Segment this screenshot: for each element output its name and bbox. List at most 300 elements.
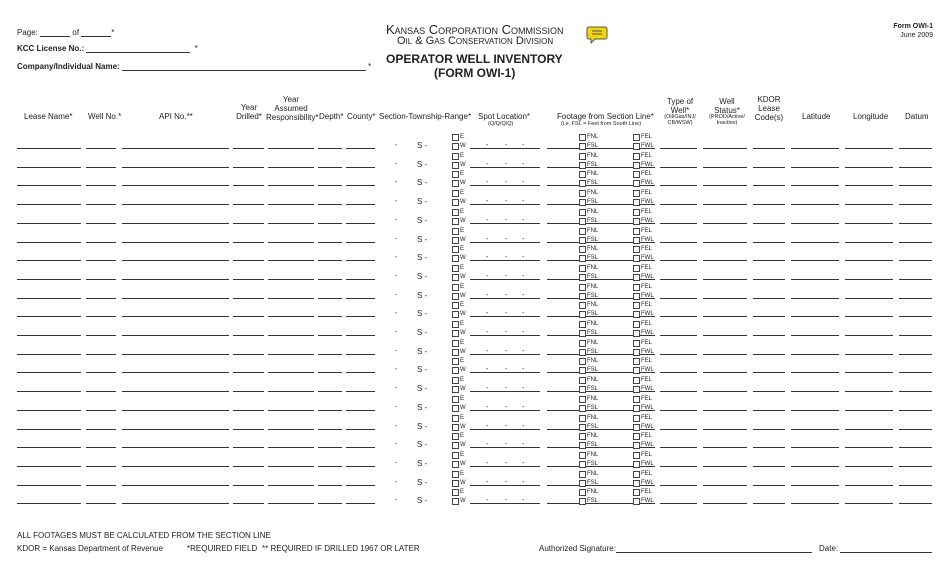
west-checkbox[interactable] [452, 330, 459, 337]
fel-checkbox[interactable] [633, 265, 640, 272]
row-field-line[interactable] [122, 391, 229, 392]
row-field-line[interactable] [17, 242, 81, 243]
row-field-line[interactable] [346, 447, 375, 448]
row-field-line[interactable] [845, 279, 893, 280]
row-field-line[interactable] [233, 204, 264, 205]
row-field-line[interactable] [346, 485, 375, 486]
fwl-checkbox[interactable] [633, 442, 640, 449]
row-field-line[interactable] [346, 391, 375, 392]
row-field-line[interactable] [753, 503, 785, 504]
row-field-line[interactable] [791, 503, 839, 504]
fwl-checkbox[interactable] [633, 330, 640, 337]
row-field-line[interactable] [233, 260, 264, 261]
fel-checkbox[interactable] [633, 321, 640, 328]
fwl-checkbox[interactable] [633, 237, 640, 244]
row-field-line[interactable] [791, 391, 839, 392]
row-field-line[interactable] [233, 466, 264, 467]
row-field-line[interactable] [660, 429, 697, 430]
row-field-line[interactable] [791, 298, 839, 299]
row-field-line[interactable] [845, 204, 893, 205]
row-field-line[interactable] [899, 485, 932, 486]
row-field-line[interactable] [753, 466, 785, 467]
east-checkbox[interactable] [452, 415, 459, 422]
row-field-line[interactable] [660, 354, 697, 355]
row-field-line[interactable] [268, 223, 314, 224]
east-checkbox[interactable] [452, 302, 459, 309]
row-field-line[interactable] [318, 260, 342, 261]
row-field-line[interactable] [17, 316, 81, 317]
row-field-line[interactable] [791, 335, 839, 336]
fsl-checkbox[interactable] [579, 405, 586, 412]
fnl-checkbox[interactable] [579, 415, 586, 422]
row-field-line[interactable] [703, 485, 747, 486]
west-checkbox[interactable] [452, 498, 459, 505]
fsl-checkbox[interactable] [579, 349, 586, 356]
fsl-checkbox[interactable] [579, 480, 586, 487]
row-field-line[interactable] [318, 372, 342, 373]
row-field-line[interactable] [318, 148, 342, 149]
row-field-line[interactable] [318, 298, 342, 299]
row-field-line[interactable] [753, 485, 785, 486]
row-field-line[interactable] [899, 223, 932, 224]
row-field-line[interactable] [17, 466, 81, 467]
row-field-line[interactable] [233, 316, 264, 317]
row-field-line[interactable] [86, 447, 116, 448]
row-field-line[interactable] [233, 223, 264, 224]
east-checkbox[interactable] [452, 228, 459, 235]
row-field-line[interactable] [122, 242, 229, 243]
row-field-line[interactable] [268, 260, 314, 261]
row-field-line[interactable] [845, 372, 893, 373]
row-field-line[interactable] [233, 485, 264, 486]
row-field-line[interactable] [899, 410, 932, 411]
fwl-checkbox[interactable] [633, 218, 640, 225]
fsl-checkbox[interactable] [579, 180, 586, 187]
row-field-line[interactable] [268, 204, 314, 205]
west-checkbox[interactable] [452, 180, 459, 187]
fsl-checkbox[interactable] [579, 199, 586, 206]
row-field-line[interactable] [703, 316, 747, 317]
fel-checkbox[interactable] [633, 340, 640, 347]
row-field-line[interactable] [233, 148, 264, 149]
fsl-checkbox[interactable] [579, 424, 586, 431]
fwl-checkbox[interactable] [633, 311, 640, 318]
row-field-line[interactable] [899, 185, 932, 186]
fsl-checkbox[interactable] [579, 330, 586, 337]
row-field-line[interactable] [660, 372, 697, 373]
fel-checkbox[interactable] [633, 433, 640, 440]
row-field-line[interactable] [17, 410, 81, 411]
row-field-line[interactable] [233, 447, 264, 448]
row-field-line[interactable] [660, 148, 697, 149]
east-checkbox[interactable] [452, 489, 459, 496]
row-field-line[interactable] [86, 429, 116, 430]
east-checkbox[interactable] [452, 134, 459, 141]
east-checkbox[interactable] [452, 377, 459, 384]
west-checkbox[interactable] [452, 461, 459, 468]
fsl-checkbox[interactable] [579, 255, 586, 262]
kcc-license-input[interactable] [86, 43, 190, 53]
row-field-line[interactable] [233, 391, 264, 392]
row-field-line[interactable] [122, 335, 229, 336]
west-checkbox[interactable] [452, 480, 459, 487]
fsl-checkbox[interactable] [579, 442, 586, 449]
row-field-line[interactable] [17, 185, 81, 186]
row-field-line[interactable] [660, 503, 697, 504]
fnl-checkbox[interactable] [579, 171, 586, 178]
fel-checkbox[interactable] [633, 396, 640, 403]
row-field-line[interactable] [233, 298, 264, 299]
row-field-line[interactable] [86, 260, 116, 261]
row-field-line[interactable] [268, 485, 314, 486]
row-field-line[interactable] [346, 242, 375, 243]
row-field-line[interactable] [346, 260, 375, 261]
fel-checkbox[interactable] [633, 415, 640, 422]
fsl-checkbox[interactable] [579, 143, 586, 150]
row-field-line[interactable] [122, 316, 229, 317]
fel-checkbox[interactable] [633, 228, 640, 235]
fwl-checkbox[interactable] [633, 274, 640, 281]
west-checkbox[interactable] [452, 199, 459, 206]
fel-checkbox[interactable] [633, 284, 640, 291]
fnl-checkbox[interactable] [579, 284, 586, 291]
row-field-line[interactable] [791, 223, 839, 224]
authorized-signature-input[interactable] [616, 552, 812, 553]
fel-checkbox[interactable] [633, 471, 640, 478]
fnl-checkbox[interactable] [579, 246, 586, 253]
row-field-line[interactable] [899, 503, 932, 504]
fsl-checkbox[interactable] [579, 274, 586, 281]
fnl-checkbox[interactable] [579, 433, 586, 440]
fwl-checkbox[interactable] [633, 480, 640, 487]
row-field-line[interactable] [660, 242, 697, 243]
row-field-line[interactable] [122, 372, 229, 373]
row-field-line[interactable] [845, 354, 893, 355]
row-field-line[interactable] [346, 279, 375, 280]
row-field-line[interactable] [318, 354, 342, 355]
row-field-line[interactable] [753, 242, 785, 243]
row-field-line[interactable] [791, 410, 839, 411]
row-field-line[interactable] [703, 260, 747, 261]
row-field-line[interactable] [17, 204, 81, 205]
row-field-line[interactable] [791, 185, 839, 186]
row-field-line[interactable] [86, 503, 116, 504]
row-field-line[interactable] [753, 185, 785, 186]
west-checkbox[interactable] [452, 218, 459, 225]
row-field-line[interactable] [86, 316, 116, 317]
row-field-line[interactable] [660, 298, 697, 299]
fel-checkbox[interactable] [633, 377, 640, 384]
row-field-line[interactable] [703, 335, 747, 336]
row-field-line[interactable] [346, 354, 375, 355]
fwl-checkbox[interactable] [633, 143, 640, 150]
row-field-line[interactable] [791, 485, 839, 486]
row-field-line[interactable] [86, 372, 116, 373]
west-checkbox[interactable] [452, 293, 459, 300]
row-field-line[interactable] [899, 242, 932, 243]
row-field-line[interactable] [17, 335, 81, 336]
row-field-line[interactable] [703, 429, 747, 430]
fsl-checkbox[interactable] [579, 293, 586, 300]
row-field-line[interactable] [703, 372, 747, 373]
fwl-checkbox[interactable] [633, 367, 640, 374]
row-field-line[interactable] [233, 335, 264, 336]
row-field-line[interactable] [346, 204, 375, 205]
row-field-line[interactable] [703, 223, 747, 224]
row-field-line[interactable] [703, 279, 747, 280]
row-field-line[interactable] [346, 223, 375, 224]
row-field-line[interactable] [86, 485, 116, 486]
row-field-line[interactable] [845, 447, 893, 448]
row-field-line[interactable] [86, 279, 116, 280]
east-checkbox[interactable] [452, 452, 459, 459]
row-field-line[interactable] [791, 242, 839, 243]
row-field-line[interactable] [268, 391, 314, 392]
fnl-checkbox[interactable] [579, 452, 586, 459]
row-field-line[interactable] [233, 429, 264, 430]
west-checkbox[interactable] [452, 255, 459, 262]
row-field-line[interactable] [268, 148, 314, 149]
row-field-line[interactable] [660, 335, 697, 336]
west-checkbox[interactable] [452, 274, 459, 281]
row-field-line[interactable] [899, 391, 932, 392]
row-field-line[interactable] [703, 466, 747, 467]
row-field-line[interactable] [703, 391, 747, 392]
row-field-line[interactable] [122, 298, 229, 299]
east-checkbox[interactable] [452, 471, 459, 478]
date-input[interactable] [840, 552, 932, 553]
row-field-line[interactable] [660, 485, 697, 486]
west-checkbox[interactable] [452, 237, 459, 244]
row-field-line[interactable] [86, 204, 116, 205]
row-field-line[interactable] [845, 410, 893, 411]
row-field-line[interactable] [703, 167, 747, 168]
row-field-line[interactable] [845, 485, 893, 486]
row-field-line[interactable] [703, 503, 747, 504]
row-field-line[interactable] [122, 167, 229, 168]
row-field-line[interactable] [17, 167, 81, 168]
fwl-checkbox[interactable] [633, 199, 640, 206]
east-checkbox[interactable] [452, 153, 459, 160]
fnl-checkbox[interactable] [579, 377, 586, 384]
row-field-line[interactable] [268, 503, 314, 504]
west-checkbox[interactable] [452, 162, 459, 169]
row-field-line[interactable] [753, 148, 785, 149]
row-field-line[interactable] [845, 148, 893, 149]
row-field-line[interactable] [122, 447, 229, 448]
row-field-line[interactable] [346, 466, 375, 467]
row-field-line[interactable] [753, 167, 785, 168]
row-field-line[interactable] [899, 372, 932, 373]
east-checkbox[interactable] [452, 190, 459, 197]
row-field-line[interactable] [268, 279, 314, 280]
row-field-line[interactable] [17, 279, 81, 280]
fsl-checkbox[interactable] [579, 498, 586, 505]
row-field-line[interactable] [703, 410, 747, 411]
row-field-line[interactable] [346, 316, 375, 317]
row-field-line[interactable] [268, 372, 314, 373]
row-field-line[interactable] [17, 485, 81, 486]
east-checkbox[interactable] [452, 358, 459, 365]
row-field-line[interactable] [703, 242, 747, 243]
fwl-checkbox[interactable] [633, 180, 640, 187]
row-field-line[interactable] [17, 429, 81, 430]
row-field-line[interactable] [346, 335, 375, 336]
row-field-line[interactable] [318, 485, 342, 486]
row-field-line[interactable] [791, 167, 839, 168]
fwl-checkbox[interactable] [633, 498, 640, 505]
row-field-line[interactable] [318, 503, 342, 504]
row-field-line[interactable] [17, 260, 81, 261]
fwl-checkbox[interactable] [633, 405, 640, 412]
row-field-line[interactable] [899, 204, 932, 205]
fnl-checkbox[interactable] [579, 340, 586, 347]
fel-checkbox[interactable] [633, 209, 640, 216]
row-field-line[interactable] [845, 185, 893, 186]
row-field-line[interactable] [318, 429, 342, 430]
row-field-line[interactable] [753, 447, 785, 448]
west-checkbox[interactable] [452, 143, 459, 150]
row-field-line[interactable] [233, 372, 264, 373]
row-field-line[interactable] [899, 354, 932, 355]
fsl-checkbox[interactable] [579, 386, 586, 393]
row-field-line[interactable] [86, 354, 116, 355]
row-field-line[interactable] [318, 279, 342, 280]
fsl-checkbox[interactable] [579, 218, 586, 225]
row-field-line[interactable] [122, 223, 229, 224]
fel-checkbox[interactable] [633, 489, 640, 496]
row-field-line[interactable] [791, 466, 839, 467]
east-checkbox[interactable] [452, 171, 459, 178]
row-field-line[interactable] [318, 391, 342, 392]
row-field-line[interactable] [753, 204, 785, 205]
row-field-line[interactable] [660, 466, 697, 467]
row-field-line[interactable] [753, 316, 785, 317]
row-field-line[interactable] [86, 391, 116, 392]
row-field-line[interactable] [660, 279, 697, 280]
row-field-line[interactable] [268, 167, 314, 168]
row-field-line[interactable] [845, 223, 893, 224]
row-field-line[interactable] [346, 410, 375, 411]
row-field-line[interactable] [660, 260, 697, 261]
row-field-line[interactable] [899, 335, 932, 336]
row-field-line[interactable] [753, 391, 785, 392]
row-field-line[interactable] [753, 372, 785, 373]
row-field-line[interactable] [899, 148, 932, 149]
row-field-line[interactable] [268, 429, 314, 430]
fwl-checkbox[interactable] [633, 293, 640, 300]
fel-checkbox[interactable] [633, 134, 640, 141]
fnl-checkbox[interactable] [579, 265, 586, 272]
row-field-line[interactable] [122, 429, 229, 430]
row-field-line[interactable] [233, 242, 264, 243]
row-field-line[interactable] [233, 410, 264, 411]
row-field-line[interactable] [318, 316, 342, 317]
west-checkbox[interactable] [452, 349, 459, 356]
row-field-line[interactable] [233, 185, 264, 186]
row-field-line[interactable] [17, 447, 81, 448]
page-total-input[interactable] [81, 27, 111, 37]
row-field-line[interactable] [791, 447, 839, 448]
row-field-line[interactable] [233, 503, 264, 504]
fnl-checkbox[interactable] [579, 209, 586, 216]
fnl-checkbox[interactable] [579, 321, 586, 328]
row-field-line[interactable] [845, 298, 893, 299]
row-field-line[interactable] [753, 260, 785, 261]
row-field-line[interactable] [268, 354, 314, 355]
row-field-line[interactable] [17, 354, 81, 355]
row-field-line[interactable] [753, 429, 785, 430]
row-field-line[interactable] [86, 223, 116, 224]
fnl-checkbox[interactable] [579, 302, 586, 309]
fel-checkbox[interactable] [633, 246, 640, 253]
fwl-checkbox[interactable] [633, 386, 640, 393]
row-field-line[interactable] [17, 298, 81, 299]
row-field-line[interactable] [268, 242, 314, 243]
row-field-line[interactable] [122, 185, 229, 186]
row-field-line[interactable] [346, 185, 375, 186]
row-field-line[interactable] [899, 260, 932, 261]
fsl-checkbox[interactable] [579, 162, 586, 169]
row-field-line[interactable] [346, 167, 375, 168]
row-field-line[interactable] [346, 298, 375, 299]
fwl-checkbox[interactable] [633, 162, 640, 169]
row-field-line[interactable] [318, 242, 342, 243]
row-field-line[interactable] [233, 167, 264, 168]
row-field-line[interactable] [346, 372, 375, 373]
row-field-line[interactable] [753, 279, 785, 280]
row-field-line[interactable] [703, 298, 747, 299]
row-field-line[interactable] [122, 260, 229, 261]
row-field-line[interactable] [845, 316, 893, 317]
row-field-line[interactable] [899, 279, 932, 280]
row-field-line[interactable] [17, 372, 81, 373]
row-field-line[interactable] [791, 204, 839, 205]
row-field-line[interactable] [268, 316, 314, 317]
row-field-line[interactable] [86, 466, 116, 467]
east-checkbox[interactable] [452, 433, 459, 440]
fsl-checkbox[interactable] [579, 311, 586, 318]
row-field-line[interactable] [753, 223, 785, 224]
fel-checkbox[interactable] [633, 358, 640, 365]
row-field-line[interactable] [660, 167, 697, 168]
row-field-line[interactable] [122, 279, 229, 280]
row-field-line[interactable] [17, 391, 81, 392]
row-field-line[interactable] [899, 466, 932, 467]
fwl-checkbox[interactable] [633, 349, 640, 356]
fel-checkbox[interactable] [633, 302, 640, 309]
east-checkbox[interactable] [452, 265, 459, 272]
row-field-line[interactable] [899, 447, 932, 448]
row-field-line[interactable] [660, 204, 697, 205]
row-field-line[interactable] [660, 391, 697, 392]
east-checkbox[interactable] [452, 246, 459, 253]
row-field-line[interactable] [122, 485, 229, 486]
fsl-checkbox[interactable] [579, 367, 586, 374]
fnl-checkbox[interactable] [579, 134, 586, 141]
row-field-line[interactable] [660, 316, 697, 317]
row-field-line[interactable] [318, 204, 342, 205]
row-field-line[interactable] [318, 167, 342, 168]
fwl-checkbox[interactable] [633, 461, 640, 468]
fnl-checkbox[interactable] [579, 489, 586, 496]
row-field-line[interactable] [791, 429, 839, 430]
row-field-line[interactable] [660, 185, 697, 186]
east-checkbox[interactable] [452, 396, 459, 403]
row-field-line[interactable] [660, 410, 697, 411]
row-field-line[interactable] [318, 410, 342, 411]
east-checkbox[interactable] [452, 321, 459, 328]
